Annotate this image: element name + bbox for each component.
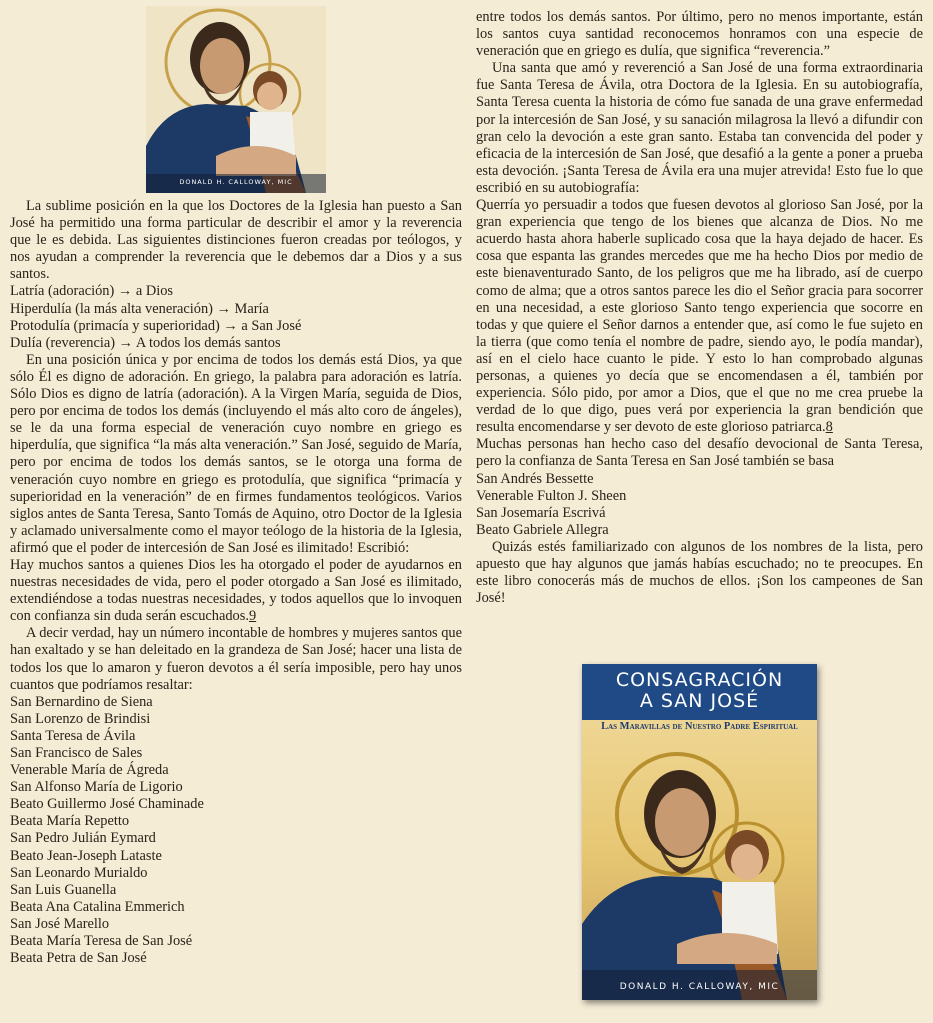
distinction-item: Hiperdulía (la más alta veneración) → María: [10, 300, 269, 317]
saint-joseph-portrait: [146, 6, 326, 193]
saint-list-item: Beato Jean-Joseph Lataste: [10, 847, 162, 864]
footnote-ref-9[interactable]: 9: [248, 608, 257, 625]
saint-list-item: San José Marello: [10, 915, 110, 932]
cover-illustration: [582, 664, 817, 1000]
left-paragraph-3: A decir verdad, hay un número incontable de hombres y mujeres santos que han exaltado y se han deleitado en la grandeza de San José; hacer una lista de todos los que lo amaron y fueron devotos a él sería imposible, pero hay unos cuantos que podríamos resaltar:: [10, 625, 462, 693]
cover-subtitle: Las Maravillas de Nuestro Padre Espiritual: [601, 721, 798, 732]
saints-list: [10, 694, 462, 968]
right-paragraph-3: Muchas personas han hecho caso del desafío devocional de Santa Teresa, pero la confianza de Santa Teresa en San José también se basa: [476, 436, 923, 470]
saint-list-item: Beata María Repetto: [10, 813, 130, 830]
saint-list-item: San Pedro Julián Eymard: [10, 830, 156, 847]
saint-list-item: Santa Teresa de Ávila: [10, 727, 136, 744]
aquinas-quote: [10, 557, 462, 625]
distinction-item: Latría (adoración) → a Dios: [10, 283, 174, 300]
modern-devotees-list: [476, 471, 923, 539]
left-paragraph-1: La sublime posición en la que los Doctores de la Iglesia han puesto a San José ha permitido una forma particular de describir el amor y la reverencia que le es debida. Las siguientes distinciones fueron creadas por teólogos, y nos ayudan a comprender la reverencia que le debemos dar a Dios y a sus santos.: [10, 198, 462, 283]
saint-list-item: San Lorenzo de Brindisi: [10, 710, 151, 727]
book-cover[interactable]: [582, 664, 817, 1000]
cover-author: DONALD H. CALLOWAY, MIC: [619, 982, 780, 992]
cover-title-line-2: A SAN JOSÉ: [639, 690, 760, 712]
saint-list-item: San Andrés Bessette: [476, 470, 594, 487]
footnote-ref-8[interactable]: 8: [825, 419, 833, 436]
left-paragraph-2: En una posición única y por encima de todos los demás está Dios, ya que sólo Él es digno de adoración. En griego, la palabra para adoración es latría. Sólo Dios es digno de latría (adoración). A la Virgen María, seguida de Dios, pero por encima de todos los demás (incluyendo el más alto coro de ángeles), se le da una forma especial de veneración cuyo nombre en griego es hiperdulía, que significa “la más alta veneración.” San José, seguido de María, pero por encima de todos los demás santos, se le otorga una forma de veneración cuyo nombre en griego es protodulía, que significa “primacía y superioridad en la veneración” de en firmes fundamentos teológicos. Varios siglos antes de Santa Teresa, Santo Tomás de Aquino, otro Doctor de la Iglesia y aclamado universalmente como el mayor teólogo de la historia de la Iglesia, afirmó que el poder de intercesión de San José es ilimitado! Escribió:: [10, 351, 462, 556]
saint-list-item: San Luis Guanella: [10, 881, 117, 898]
saint-list-item: San Francisco de Sales: [10, 745, 143, 761]
saint-list-item: Venerable María de Ágreda: [10, 762, 169, 779]
saint-list-item: Beata Petra de San José: [10, 950, 147, 967]
teresa-quote: [476, 197, 923, 436]
right-column: [476, 9, 923, 607]
teresa-quote-text: Querría yo persuadir a todos que fuesen devotos al glorioso San José, por la gran experiencia que tengo de los bienes que alcanza de Dios. No me acuerdo hasta ahora haberle suplicado cosa que la haya dejado de hacer. Es cosa que espanta las grandes mercedes que me ha hecho Dios por medio de este bienaventurado Santo, de los peligros que me ha librado, así de cuerpo como de alma; que a otros santos parece les dio el Señor gracia para socorrer en una necesidad, a este glorioso Santo tengo experiencia que socorre en todas y que quiere el Señor darnos a entender que, así como le fue sujeto en la tierra (que como tenía el nombre de padre, siendo ayo, le podía mandar), así en el cielo hace cuanto le pide. Y esto lo han comprobado algunas personas, a quienes yo decía que se encomendasen a él, también por experiencia. Sólo pido, por amor a Dios, que el que no me crea pruebe la verdad de lo que digo, pues verá por experiencia la gran bendición que resulta encomendarse y ser devoto de este glorioso patriarca.: [476, 197, 923, 436]
cover-title-line-1: CONSAGRACIÓN: [615, 669, 784, 691]
saint-list-item: Beata María Teresa de San José: [10, 933, 193, 950]
saint-list-item: Beato Guillermo José Chaminade: [10, 796, 204, 813]
right-paragraph-4: Quizás estés familiarizado con algunos de los nombres de la lista, pero apuesto que hay algunos que jamás habías escuchado; no te preocupes. En este libro conocerás más de muchos de ellos. ¡Son los campeones de San José!: [476, 538, 923, 607]
distinction-item: Protodulía (primacía y superioridad) → a San José: [10, 317, 302, 334]
saint-list-item: Venerable Fulton J. Sheen: [476, 487, 627, 504]
saint-list-item: San Alfonso María de Ligorio: [10, 779, 183, 796]
portrait-author-caption: DONALD H. CALLOWAY, MIC: [179, 178, 293, 186]
left-column: [10, 198, 462, 967]
saint-list-item: Beato Gabriele Allegra: [476, 521, 609, 538]
distinction-item: Dulía (reverencia) → A todos los demás santos: [10, 334, 281, 351]
saint-list-item: San Josemaría Escrivá: [476, 504, 606, 521]
saint-list-item: San Bernardino de Siena: [10, 693, 153, 710]
veneration-distinctions-list: [10, 283, 462, 351]
saint-joseph-illustration: [146, 6, 326, 193]
saint-list-item: Beata Ana Catalina Emmerich: [10, 898, 185, 915]
right-paragraph-1: entre todos los demás santos. Por último, pero no menos importante, están los santos cuya santidad reconocemos honramos con una especie de veneración que en griego es dulía, que significa “reverencia.”: [476, 9, 923, 60]
aquinas-quote-text: Hay muchos santos a quienes Dios les ha otorgado el poder de ayudarnos en nuestras necesidades de vida, pero el poder otorgado a San José es ilimitado, extendiéndose a todas nuestras necesidades, y todos aquellos que lo invoquen con confianza sin duda serán escuchados.: [10, 556, 462, 625]
right-paragraph-2: Una santa que amó y reverenció a San José de una forma extraordinaria fue Santa Teresa de Ávila, otra Doctora de la Iglesia. En su autobiografía, Santa Teresa cuenta la historia de cómo fue sanada de una grave enfermedad por la intercesión de San José, y su sanación milagrosa la llevó a difundir con gran celo la devoción a este gran santo. Estaba tan convencida del poder y eficacia de la intercesión de San José, que desafió a la gente a poner a prueba esta devoción. ¡Santa Teresa de Ávila era una mujer atrevida! Esto fue lo que escribió en su autobiografía:: [476, 60, 923, 196]
saint-list-item: San Leonardo Murialdo: [10, 864, 148, 881]
